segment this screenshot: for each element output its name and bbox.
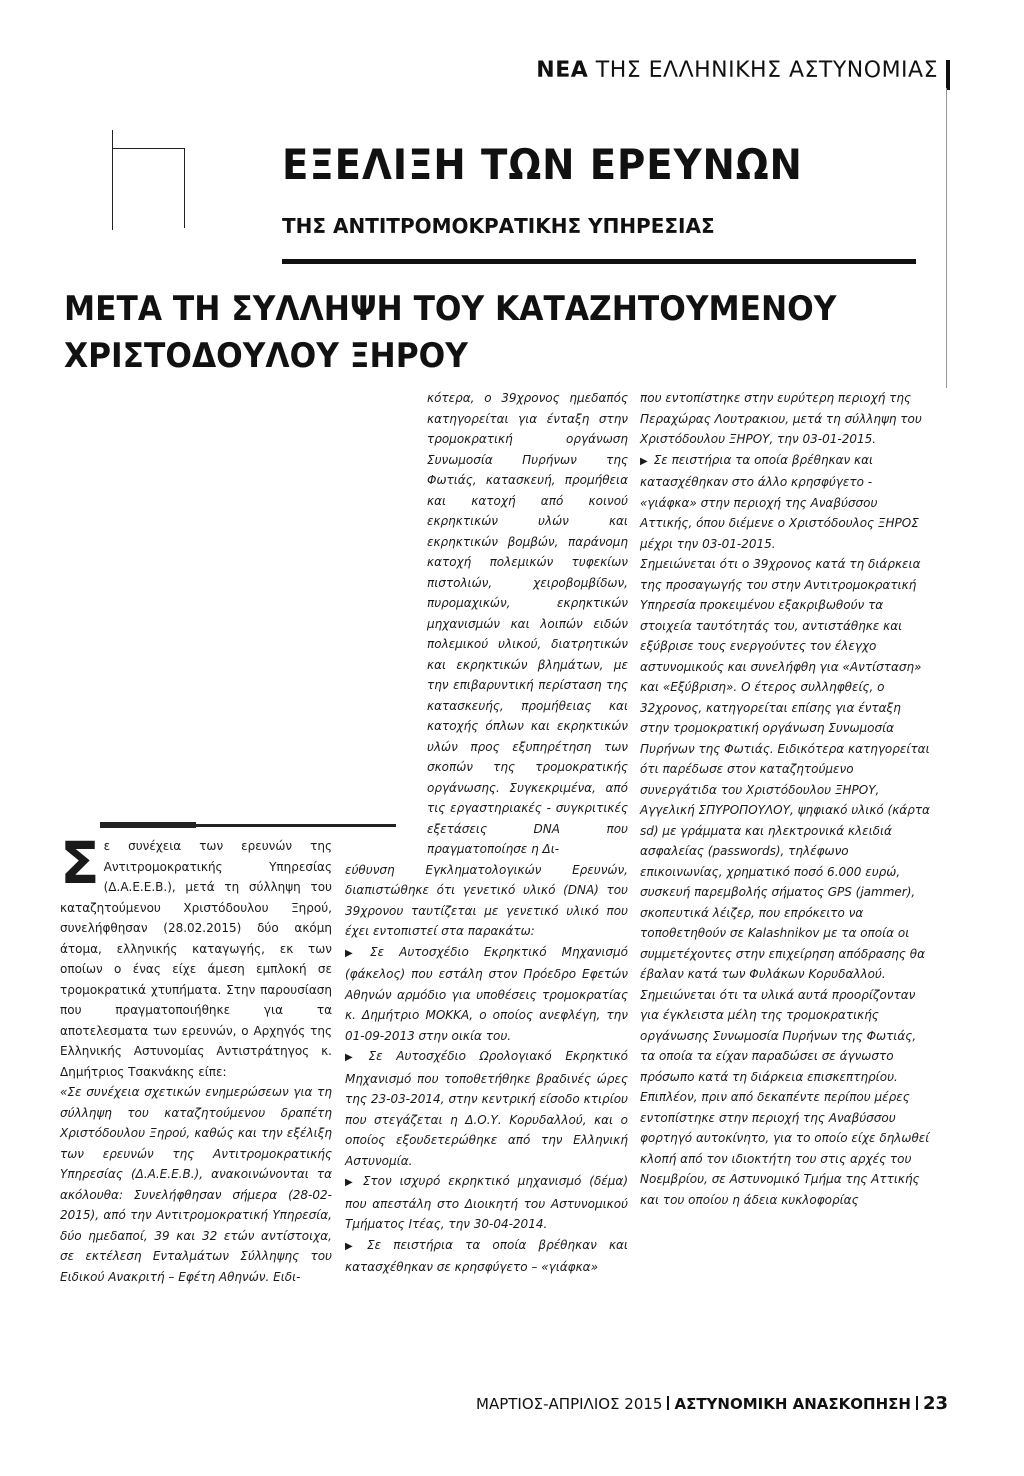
photo-caption-rule-accent bbox=[100, 822, 196, 828]
decorative-bracket-top bbox=[112, 148, 184, 149]
section-title: ΕΞΕΛΙΞΗ ΤΩΝ ΕΡΕΥΝΩΝ bbox=[282, 140, 803, 189]
footer-separator bbox=[916, 1396, 918, 1410]
header-vertical-rule bbox=[946, 88, 947, 388]
chief-quote: «Σε συνέχεια σχετικών ενημερώσεων για τη σύλληψη του καταζητούμενου δραπέτη Χριστόδουλου Ξηρού, καθώς και την εξέλιξη των ερευνών της Αντιτρομοκρατικής Υπηρεσίας (Δ.Α.Ε.Ε.Β.), ανακοινώνονται τα ακόλουθα: Συνελήφθησαν σήμερα (28-02-2015), από την Αντιτρομοκρατική Υπηρεσία, δύο ημεδαποί, 39 και 32 ετών αντίστοιχα, σε εκτέλεση Ενταλμάτων Σύλληψης του Ειδικού Ανακριτή – Εφέτη Αθηνών. Ειδι- bbox=[60, 1085, 332, 1284]
article-column-1 bbox=[60, 829, 332, 1287]
decorative-bracket-left bbox=[112, 130, 113, 230]
article-headline-line2: ΧΡΙΣΤΟΔΟΥΛΟΥ ΞΗΡΟΥ bbox=[64, 336, 468, 376]
publication-header bbox=[536, 58, 938, 83]
lead-text: ε συνέχεια των ερευνών της Αντιτρομοκρατικής Υπηρεσίας (Δ.Α.Ε.Ε.Β.), μετά τη σύλληψη του καταζητούμενου Χριστόδουλου Ξηρού, συνελήφθησαν (28.02.2015) δύο ακόμη άτομα, ελληνικής καταγωγής, εκ των οποίων ο ένας είχε άμεση εμπλοκή σε τρομοκρατικά χτυπήματα. Στην παρουσίαση που πραγματοποιήθηκε για τα αποτελεσματα των ερευνών, ο Αρχηγός της Ελληνικής Αστυνομίας Αντιστράτηγος κ. Δημήτριος Τσακνάκης είπε: bbox=[60, 839, 332, 1079]
publication-name-rest: ΤΗΣ ΕΛΛΗΝΙΚΗΣ ΑΣΤΥΝΟΜΙΑΣ bbox=[595, 58, 938, 83]
section-subtitle: ΤΗΣ ΑΝΤΙΤΡΟΜΟΚΡΑΤΙΚΗΣ ΥΠΗΡΕΣΙΑΣ bbox=[282, 214, 715, 238]
header-divider-bar bbox=[946, 60, 950, 90]
footer-separator bbox=[667, 1396, 669, 1410]
decorative-bracket-right bbox=[184, 148, 185, 228]
drop-cap: Σ bbox=[60, 829, 100, 897]
article-column-3 bbox=[640, 388, 930, 1210]
column3-paragraph-2: Σημειώνεται ότι ο 39χρονος κατά τη διάρκεια της προσαγωγής του στην Αντιτρομοκρατική Υπηρεσία προκειμένου εξακριβωθούν τα στοιχεία ταυτότητάς του, αντιστάθηκε και εξύβρισε τους ενεργούντες τον έλεγχο αστυνομικούς και συνελήφθη για «Αντίσταση» και «Εξύβριση». Ο έτερος συλληφθείς, ο 32χρονος, κατηγορείται επίσης για ένταξη στην τρομοκρατική οργάνωση Συνωμοσία Πυρήνων της Φωτιάς. Ειδικότερα κατηγορείται ότι παρέδωσε στον καταζητούμενο συνεργάτιδα του Χριστόδουλου ΞΗΡΟΥ, Αγγελική ΣΠΥΡΟΠΟΥΛΟΥ, ψηφιακό υλικό (κάρτα sd) με γράμματα και ηλεκτρονικά κλειδιά ασφαλείας (passwords), τηλέφωνο επικοινωνίας, χρηματικό ποσό 6.000 ευρώ, συσκευή παρεμβολής σήματος GPS (jammer), σκοπευτικά λέιζερ, που επρόκειτο να τοποθετηθούν σε Kalashnikov με τα οποία οι συμμετέχοντες στην επιχείρηση απόδρασης θα έβαλαν κατά των Φυλάκων Κορυδαλλού. Σημειώνεται ότι τα υλικά αυτά προορίζονταν για έγκλειστα μέλη της τρομοκρατικής οργάνωσης Συνωμοσία Πυρήνων της Φωτιάς, τα οποία τα είχαν παραδώσει σε άγνωστο πρόσωπο κατά τη διάρκεια επισκεπτηρίου. Επιπλέον, πριν από δεκαπέντε περίπου μέρες εντοπίστηκε στην περιοχή της Αναβύσσου φορτηγό αυτοκίνητο, για το οποίο είχε δηλωθεί κλοπή από τον ιδιοκτήτη του στις αρχές του Νοεμβρίου, σε Αστυνομικό Τμήμα της Αττικής και του οποίου η άδεια κυκλοφορίας bbox=[640, 557, 930, 1207]
evidence-list-item: ▶ Σε πειστήρια τα οποία βρέθηκαν και κατασχέθηκαν στο άλλο κρησφύγετο - «γιάφκα» στην περιοχή της Αναβύσσου Αττικής, όπου διέμενε ο Χριστόδουλος ΞΗΡΟΣ μέχρι την 03-01-2015. bbox=[640, 450, 930, 555]
issue-date: ΜΑΡΤΙΟΣ-ΑΠΡΙΛΙΟΣ 2015 bbox=[476, 1395, 663, 1413]
title-underline bbox=[282, 259, 916, 264]
magazine-name: ΑΣΤΥΝΟΜΙΚΗ ΑΝΑΣΚΟΠΗΣΗ bbox=[674, 1395, 911, 1413]
article-column-2 bbox=[345, 388, 628, 1278]
article-lead-paragraph bbox=[60, 829, 332, 1082]
column2-paragraph-1: κότερα, ο 39χρονος ημεδαπός κατηγορείται για ένταξη στην τρομοκρατική οργάνωση Συνωμοσία Πυρήνων της Φωτιάς, κατασκευή, προμήθεια και κατοχή από κοινού εκρηκτικών υλών και εκρηκτικών βομβών, παράνομη κατοχή πολεμικών τυφεκίων πιστολιών, χειροβομβίδων, πυρομαχικών, εκρηκτικών μηχανισμών και λοιπών ειδών πολεμικού υλικού, διατρητικών και εκρηκτικών βλημάτων, με την επιβαρυντική περίσταση της κατασκευής, προμήθειας και κατοχής όπλων και εκρηκτικών υλών προς εξυπηρέτηση των σκοπών της τρομοκρατικής οργάνωσης. Συγκεκριμένα, από τις εργαστηριακές - συγκριτικές εξετάσεις DNA που πραγματοποίησε η Δι- bbox=[427, 391, 628, 856]
column3-paragraph-1: που εντοπίστηκε στην ευρύτερη περιοχή της Περαχώρας Λουτρακιου, μετά τη σύλληψη του Χριστόδουλου ΞΗΡΟΥ, την 03-01-2015. bbox=[640, 391, 922, 446]
evidence-list-item: ▶ Σε Αυτοσχέδιο Ωρολογιακό Εκρηκτικό Μηχανισμό που τοποθετήθηκε βραδινές ώρες της 23-03-2014, στην κεντρική είσοδο κτιρίου που στεγάζεται η Δ.Ο.Υ. Κορυδαλλού, και ο οποίος εξουδετερώθηκε από την Ελληνική Αστυνομία. bbox=[345, 1046, 628, 1171]
evidence-list-item: ▶ Σε Αυτοσχέδιο Εκρηκτικό Μηχανισμό (φάκελος) που εστάλη στον Πρόεδρο Εφετών Αθηνών αρμόδιο για υποθέσεις τρομοκρατίας κ. Δημήτριο ΜΟΚΚΑ, ο οποίος ανεφλέγη, την 01-09-2013 στην οικία του. bbox=[345, 942, 628, 1047]
page-footer bbox=[476, 1393, 948, 1414]
column2-paragraph-2: εύθυνση Εγκληματολογικών Ερευνών, διαπιστώθηκε ότι γενετικό υλικό (DNA) του 39χρονου ταυτίζεται με γενετικό υλικό που έχει εντοπιστεί στα παρακάτω: bbox=[345, 862, 628, 938]
publication-name-bold: ΝΕΑ bbox=[536, 58, 589, 83]
evidence-list-item: ▶ Σε πειστήρια τα οποία βρέθηκαν και κατασχέθηκαν σε κρησφύγετο – «γιάφκα» bbox=[345, 1235, 628, 1278]
evidence-list-item: ▶ Στον ισχυρό εκρηκτικό μηχανισμό (δέμα) που απεστάλη στο Διοικητή του Αστυνομικού Τμήματος Ιτέας, την 30-04-2014. bbox=[345, 1171, 628, 1235]
page-number: 23 bbox=[922, 1393, 948, 1414]
article-headline-line1: ΜΕΤΑ ΤΗ ΣΥΛΛΗΨΗ ΤΟΥ ΚΑΤΑΖΗΤΟΥΜΕΝΟΥ bbox=[64, 289, 837, 329]
